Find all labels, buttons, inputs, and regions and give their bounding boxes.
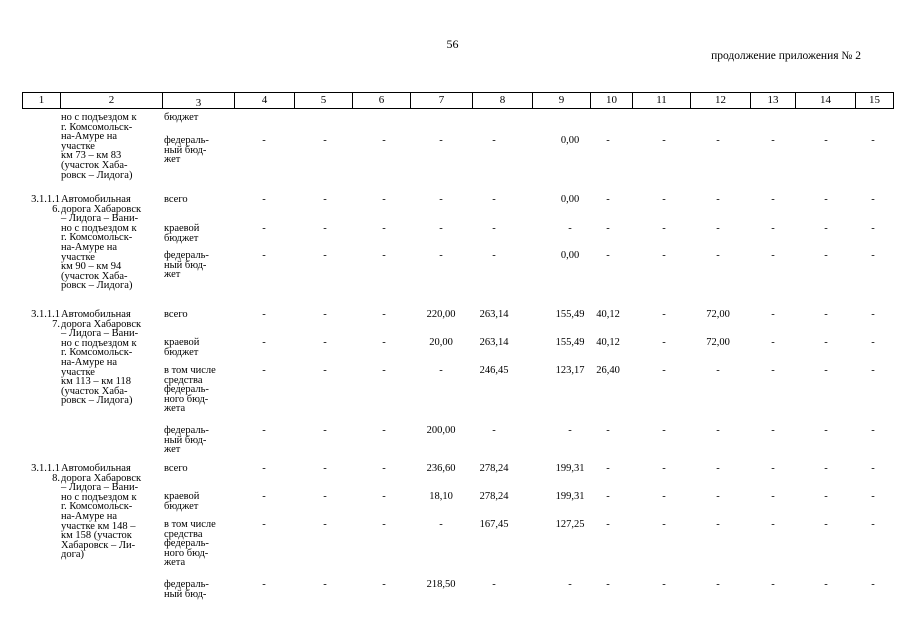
row-11-value-col-9: 127,25 [555, 519, 585, 530]
row-11-value-col-4: - [262, 519, 266, 530]
row-4-value-col-10: - [606, 250, 610, 261]
row-10-value-col-5: - [323, 491, 327, 502]
row-5-value-col-11: - [662, 309, 666, 320]
row-9-value-col-9: 199,31 [555, 463, 585, 474]
row-6-value-col-10: 40,12 [596, 337, 620, 348]
header-col-7: 7 [410, 92, 473, 109]
row-2-value-col-14: - [824, 194, 828, 205]
row-12-value-col-12: - [716, 579, 720, 590]
row-6-value-col-11: - [662, 337, 666, 348]
row-7-value-col-13: - [771, 365, 775, 376]
row-8-value-col-15: - [871, 425, 875, 436]
row-12-value-col-4: - [262, 579, 266, 590]
row-10-value-col-8: 278,24 [479, 491, 509, 502]
row-9-value-col-15: - [871, 463, 875, 474]
row-9-value-col-11: - [662, 463, 666, 474]
row-12-value-col-5: - [323, 579, 327, 590]
row-8-value-col-12: - [716, 425, 720, 436]
row-10-value-col-12: - [716, 491, 720, 502]
row-3-value-col-9: - [568, 223, 572, 234]
row-11-value-col-7: - [439, 519, 443, 530]
row-3-value-col-6: - [382, 223, 386, 234]
row-10-value-col-11: - [662, 491, 666, 502]
row-10-value-col-13: - [771, 491, 775, 502]
row-11-value-col-6: - [382, 519, 386, 530]
row-8-value-col-9: - [568, 425, 572, 436]
row-10-value-col-6: - [382, 491, 386, 502]
row-11-value-col-11: - [662, 519, 666, 530]
row-7-value-col-8: 246,45 [479, 365, 509, 376]
row-11-value-col-5: - [323, 519, 327, 530]
row-3-value-col-10: - [606, 223, 610, 234]
header-col-1: 1 [22, 92, 61, 109]
row-5-value-col-13: - [771, 309, 775, 320]
row-1-value-col-7: - [439, 135, 443, 146]
row-1-value-col-13: - [771, 135, 775, 146]
row-6-value-col-6: - [382, 337, 386, 348]
row-5-value-col-14: - [824, 309, 828, 320]
row-6-value-col-8: 263,14 [479, 337, 509, 348]
row-3-value-col-7: - [439, 223, 443, 234]
row-4-value-col-12: - [716, 250, 720, 261]
continuation-note: продолжение приложения № 2 [711, 50, 861, 62]
row-1-value-col-12: - [716, 135, 720, 146]
row-10-value-col-14: - [824, 491, 828, 502]
header-col-8: 8 [472, 92, 533, 109]
row-2-value-col-13: - [771, 194, 775, 205]
row-1-value-col-14: - [824, 135, 828, 146]
row-11-value-col-12: - [716, 519, 720, 530]
row-7-value-col-14: - [824, 365, 828, 376]
row-2-value-col-6: - [382, 194, 386, 205]
row-6-value-col-13: - [771, 337, 775, 348]
row-2-c1: 3.1.1.1 6. [31, 194, 60, 215]
row-10-value-col-9: 199,31 [555, 491, 585, 502]
row-7-value-col-4: - [262, 365, 266, 376]
header-col-11: 11 [632, 92, 691, 109]
row-2-value-col-7: - [439, 194, 443, 205]
row-7-value-col-7: - [439, 365, 443, 376]
row-12-value-col-13: - [771, 579, 775, 590]
row-1-value-col-8: - [492, 135, 496, 146]
row-5-value-col-5: - [323, 309, 327, 320]
row-11-value-col-8: 167,45 [479, 519, 509, 530]
row-2-value-col-4: - [262, 194, 266, 205]
row-5-value-col-12: 72,00 [706, 309, 730, 320]
row-7-value-col-5: - [323, 365, 327, 376]
row-2-value-col-10: - [606, 194, 610, 205]
row-3-value-col-14: - [824, 223, 828, 234]
row-8-value-col-8: - [492, 425, 496, 436]
row-2-value-col-11: - [662, 194, 666, 205]
row-5-value-col-7: 220,00 [426, 309, 456, 320]
row-6-value-col-7: 20,00 [429, 337, 453, 348]
row-12-value-col-15: - [871, 579, 875, 590]
row-4-c3: федераль- ный бюд- жет [164, 250, 209, 281]
row-7-value-col-10: 26,40 [596, 365, 620, 376]
row-9-value-col-14: - [824, 463, 828, 474]
row-8-value-col-4: - [262, 425, 266, 436]
row-5-value-col-10: 40,12 [596, 309, 620, 320]
row-5-value-col-15: - [871, 309, 875, 320]
row-5-value-col-8: 263,14 [479, 309, 509, 320]
row-4-value-col-14: - [824, 250, 828, 261]
header-col-15: 15 [855, 92, 894, 109]
row-5-c2: Автомобильная дорога Хабаровск – Лидога – Вани- но с подъездом к г. Комсомольск- на-Амуре на участке км 113 – км 118 (участок Хаба- ровск – Лидога) [61, 309, 142, 407]
row-12-value-col-6: - [382, 579, 386, 590]
row-2-value-col-9: 0,00 [560, 194, 580, 205]
row-4-value-col-13: - [771, 250, 775, 261]
row-8-c3: федераль- ный бюд- жет [164, 425, 209, 456]
row-9-value-col-6: - [382, 463, 386, 474]
row-3-value-col-4: - [262, 223, 266, 234]
row-9-c2: Автомобильная дорога Хабаровск – Лидога – Вани- но с подъездом к г. Комсомольск- на-Амуре на участке км 148 – км 158 (участок Хабаровск – Ли- дога) [61, 463, 142, 561]
row-1-value-col-10: - [606, 135, 610, 146]
row-8-value-col-14: - [824, 425, 828, 436]
row-7-c3: в том числе средства федераль- ного бюд- жета [164, 365, 216, 415]
row-7-value-col-11: - [662, 365, 666, 376]
header-col-10: 10 [590, 92, 633, 109]
row-9-value-col-12: - [716, 463, 720, 474]
header-col-12: 12 [690, 92, 751, 109]
row-4-value-col-7: - [439, 250, 443, 261]
row-9-value-col-8: 278,24 [479, 463, 509, 474]
header-col-13: 13 [750, 92, 796, 109]
header-col-2: 2 [60, 92, 163, 109]
row-11-value-col-15: - [871, 519, 875, 530]
row-12-value-col-7: 218,50 [426, 579, 456, 590]
row-6-value-col-15: - [871, 337, 875, 348]
row-12-value-col-8: - [492, 579, 496, 590]
row-8-value-col-11: - [662, 425, 666, 436]
row-3-c3: краевой бюджет [164, 223, 200, 244]
row-12-value-col-9: - [568, 579, 572, 590]
row-6-value-col-12: 72,00 [706, 337, 730, 348]
row-12-value-col-14: - [824, 579, 828, 590]
row-6-c3: краевой бюджет [164, 337, 200, 358]
row-12-c3: федераль- ный бюд- [164, 579, 209, 600]
row-1-value-col-5: - [323, 135, 327, 146]
row-12-value-col-10: - [606, 579, 610, 590]
row-5-c1: 3.1.1.1 7. [31, 309, 60, 330]
row-10-value-col-7: 18,10 [429, 491, 453, 502]
row-4-value-col-15: - [871, 250, 875, 261]
row-8-value-col-10: - [606, 425, 610, 436]
row-6-value-col-9: 155,49 [555, 337, 585, 348]
row-2-value-col-8: - [492, 194, 496, 205]
row-11-c3: в том числе средства федераль- ного бюд- жета [164, 519, 216, 569]
row-8-value-col-13: - [771, 425, 775, 436]
row-2-value-col-12: - [716, 194, 720, 205]
row-4-value-col-6: - [382, 250, 386, 261]
row-3-value-col-12: - [716, 223, 720, 234]
row-9-value-col-5: - [323, 463, 327, 474]
row-2-c2: Автомобильная дорога Хабаровск – Лидога – Вани- но с подъездом к г. Комсомольск- на-Амуре на участке км 90 – км 94 (участок Хаба- ровск – Лидога) [61, 194, 142, 292]
row-9-value-col-10: - [606, 463, 610, 474]
row-7-value-col-9: 123,17 [555, 365, 585, 376]
header-col-5: 5 [294, 92, 353, 109]
page-number: 56 [446, 37, 459, 51]
row-3-value-col-13: - [771, 223, 775, 234]
row-6-value-col-14: - [824, 337, 828, 348]
row-8-value-col-7: 200,00 [426, 425, 456, 436]
row-3-value-col-11: - [662, 223, 666, 234]
row-9-value-col-4: - [262, 463, 266, 474]
row-11-value-col-14: - [824, 519, 828, 530]
row-4-value-col-8: - [492, 250, 496, 261]
row-10-value-col-4: - [262, 491, 266, 502]
row-1-c3: федераль- ный бюд- жет [164, 135, 209, 166]
row-7-value-col-12: - [716, 365, 720, 376]
row-1-value-col-9: 0,00 [560, 135, 580, 146]
row-10-value-col-15: - [871, 491, 875, 502]
row-3-value-col-15: - [871, 223, 875, 234]
row-10-value-col-10: - [606, 491, 610, 502]
row-0-c2: но с подъездом к г. Комсомольск- на-Амуре на участке км 73 – км 83 (участок Хаба- ровск – Лидога) [61, 112, 137, 181]
row-6-value-col-5: - [323, 337, 327, 348]
row-2-c3: всего [164, 194, 188, 205]
row-9-value-col-7: 236,60 [426, 463, 456, 474]
row-1-value-col-11: - [662, 135, 666, 146]
row-11-value-col-10: - [606, 519, 610, 530]
row-8-value-col-5: - [323, 425, 327, 436]
header-col-6: 6 [352, 92, 411, 109]
row-8-value-col-6: - [382, 425, 386, 436]
header-col-14: 14 [795, 92, 856, 109]
header-col-4: 4 [234, 92, 295, 109]
row-4-value-col-4: - [262, 250, 266, 261]
row-5-value-col-6: - [382, 309, 386, 320]
row-1-value-col-15: - [871, 135, 875, 146]
row-6-value-col-4: - [262, 337, 266, 348]
row-5-c3: всего [164, 309, 188, 320]
row-9-value-col-13: - [771, 463, 775, 474]
row-3-value-col-8: - [492, 223, 496, 234]
row-5-value-col-4: - [262, 309, 266, 320]
row-1-value-col-6: - [382, 135, 386, 146]
row-3-value-col-5: - [323, 223, 327, 234]
row-9-c3: всего [164, 463, 188, 474]
row-12-value-col-11: - [662, 579, 666, 590]
row-9-c1: 3.1.1.1 8. [31, 463, 60, 484]
row-4-value-col-11: - [662, 250, 666, 261]
row-5-value-col-9: 155,49 [555, 309, 585, 320]
row-4-value-col-5: - [323, 250, 327, 261]
row-1-value-col-4: - [262, 135, 266, 146]
row-2-value-col-15: - [871, 194, 875, 205]
row-7-value-col-6: - [382, 365, 386, 376]
row-2-value-col-5: - [323, 194, 327, 205]
header-col-3: 3 [162, 92, 235, 109]
header-col-9: 9 [532, 92, 591, 109]
row-11-value-col-13: - [771, 519, 775, 530]
row-10-c3: краевой бюджет [164, 491, 200, 512]
row-0-c3: бюджет [164, 112, 199, 123]
row-4-value-col-9: 0,00 [560, 250, 580, 261]
row-7-value-col-15: - [871, 365, 875, 376]
